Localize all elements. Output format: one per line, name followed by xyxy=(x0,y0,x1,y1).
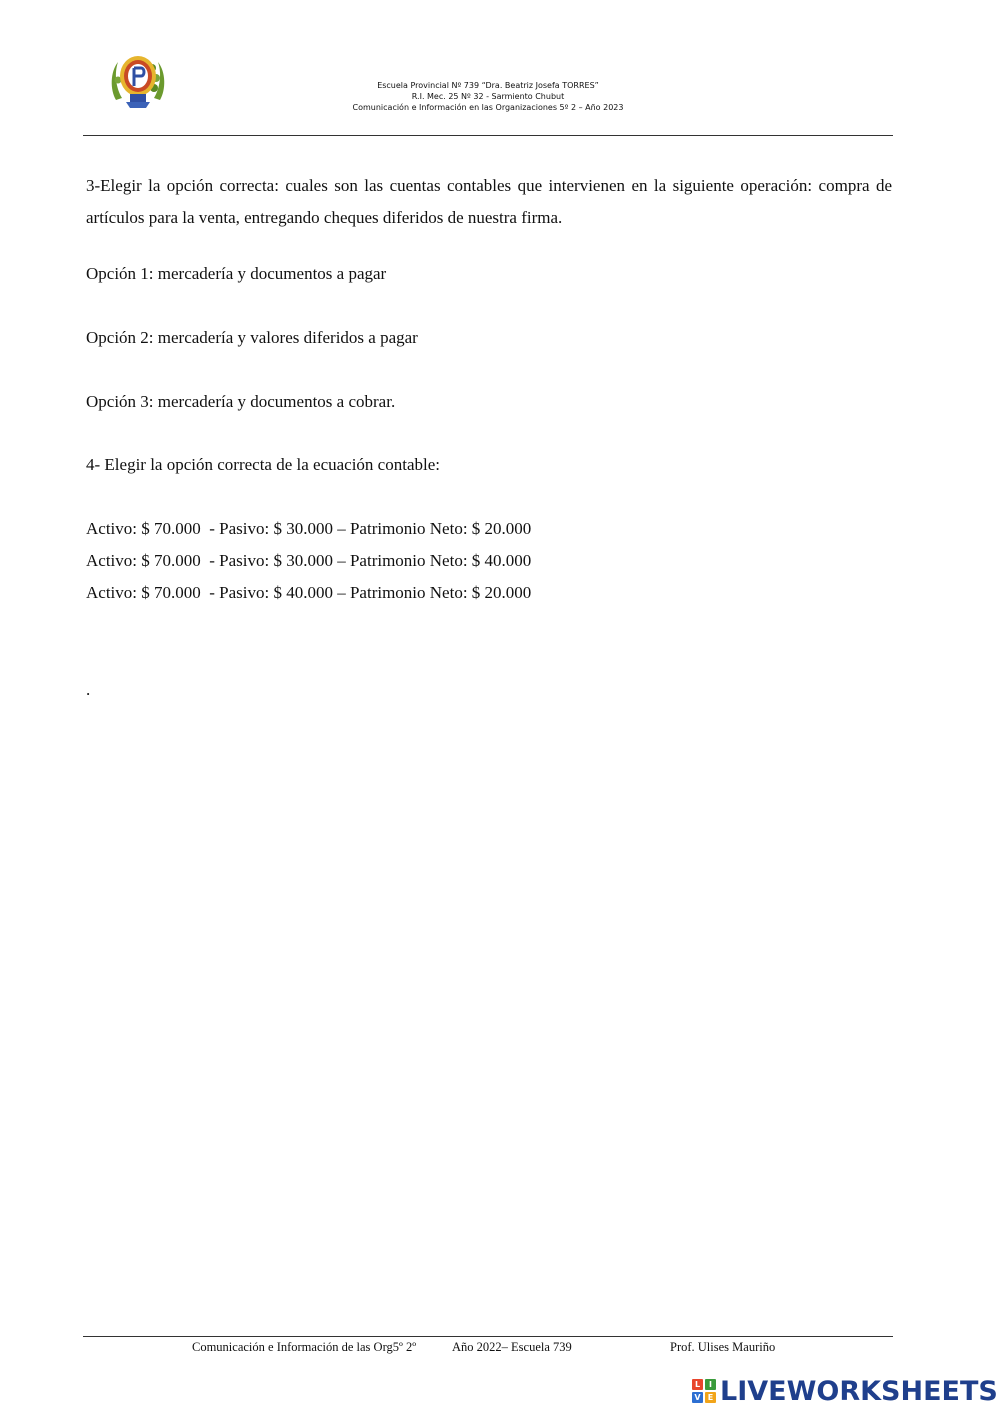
liveworksheets-wordmark: LIVEWORKSHEETS xyxy=(720,1375,998,1407)
header-course: Comunicación e Información en las Organizaciones 5º 2 – Año 2023 xyxy=(352,103,624,112)
mark-letter-l: L xyxy=(692,1379,703,1390)
question-3-option-2[interactable]: Opción 2: mercadería y valores diferidos a pagar xyxy=(86,328,418,347)
header-divider xyxy=(83,135,893,136)
trailing-dot: . xyxy=(86,680,91,699)
header-school-location: R.I. Mec. 25 Nº 32 - Sarmiento Chubut xyxy=(411,92,565,101)
mark-letter-v: V xyxy=(692,1392,703,1403)
document-header xyxy=(300,80,676,113)
mark-letter-i: I xyxy=(705,1379,716,1390)
header-school-name: Escuela Provincial Nº 739 “Dra. Beatriz Josefa TORRES” xyxy=(377,81,599,90)
question-4-option-2[interactable]: Activo: $ 70.000 - Pasivo: $ 30.000 – Patrimonio Neto: $ 40.000 xyxy=(86,551,532,570)
liveworksheets-mark-icon xyxy=(692,1379,716,1403)
question-3-option-3[interactable]: Opción 3: mercadería y documentos a cobrar. xyxy=(86,392,396,411)
question-3-prompt: 3-Elegir la opción correcta: cuales son las cuentas contables que intervienen en la siguiente operación: compra de artículos para la venta, entregando cheques diferidos de nuestra firma. xyxy=(86,176,892,227)
question-3-option-1[interactable]: Opción 1: mercadería y documentos a pagar xyxy=(86,264,387,283)
school-crest-icon xyxy=(108,50,168,112)
footer-teacher: Prof. Ulises Mauriño xyxy=(670,1340,776,1354)
liveworksheets-logo xyxy=(692,1376,998,1406)
question-4-option-3[interactable]: Activo: $ 70.000 - Pasivo: $ 40.000 – Patrimonio Neto: $ 20.000 xyxy=(86,583,532,602)
footer-course: Comunicación e Información de las Org5º 2º xyxy=(192,1340,417,1354)
footer-divider xyxy=(83,1336,893,1337)
footer-year: Año 2022– Escuela 739 xyxy=(452,1340,572,1354)
mark-letter-e: E xyxy=(705,1392,716,1403)
question-4-prompt: 4- Elegir la opción correcta de la ecuación contable: xyxy=(86,455,440,474)
question-4-option-1[interactable]: Activo: $ 70.000 - Pasivo: $ 30.000 – Patrimonio Neto: $ 20.000 xyxy=(86,519,532,538)
